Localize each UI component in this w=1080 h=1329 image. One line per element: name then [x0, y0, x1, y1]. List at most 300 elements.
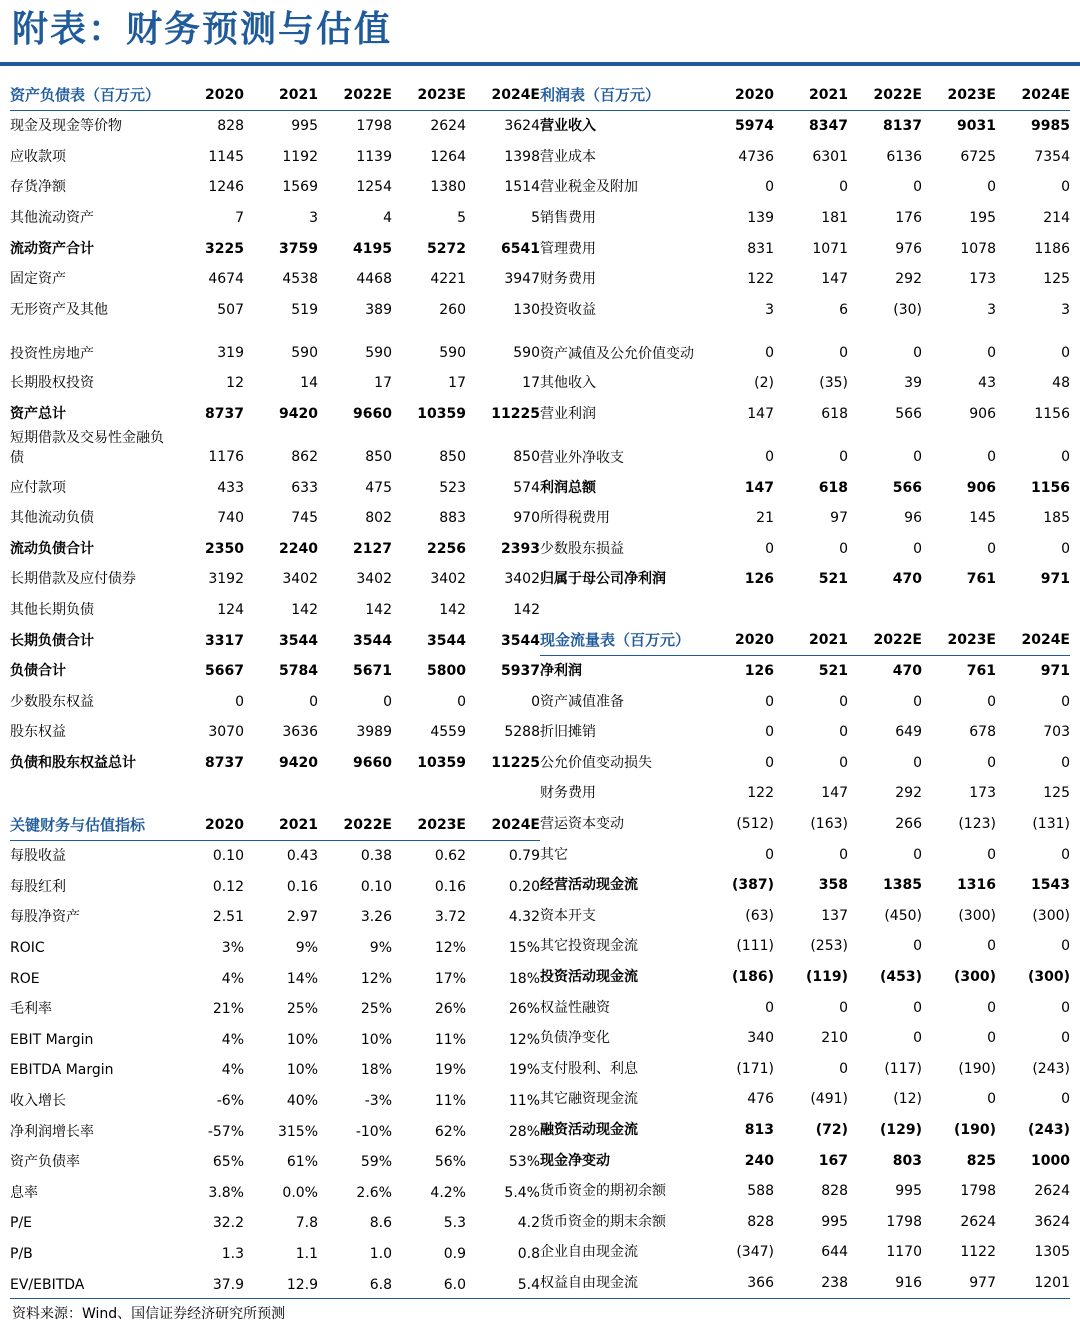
- year-header: 2021: [809, 87, 848, 103]
- table-row: [10, 503, 540, 534]
- row-value: 3624: [1034, 1213, 1070, 1230]
- row-value: 644: [821, 1244, 848, 1261]
- row-value: (111): [736, 938, 774, 955]
- row-value: 340: [747, 1030, 774, 1047]
- row-value: 1139: [356, 148, 392, 165]
- row-label: 资产负债率: [10, 1154, 80, 1171]
- row-value: 3.26: [360, 909, 392, 926]
- row-value: 5.3: [443, 1215, 466, 1232]
- row-value: 266: [895, 815, 922, 832]
- row-label: 货币资金的期末余额: [540, 1213, 666, 1230]
- row-value: 0.38: [360, 848, 392, 865]
- table-row: [10, 841, 540, 872]
- row-value: 590: [513, 345, 540, 362]
- row-value: 130: [513, 301, 540, 318]
- row-value: 476: [747, 1091, 774, 1108]
- row-value: (190): [958, 1060, 996, 1077]
- table-row: [540, 1237, 1070, 1268]
- row-value: 4538: [282, 271, 318, 288]
- row-value: 862: [291, 449, 318, 466]
- row-label: 资产总计: [10, 406, 66, 423]
- table-row: [540, 931, 1070, 962]
- row-value: 850: [365, 449, 392, 466]
- row-value: 21: [756, 510, 774, 527]
- row-value: 0: [913, 999, 922, 1016]
- row-value: 761: [966, 663, 996, 680]
- row-value: (453): [879, 968, 922, 985]
- row-value: 10%: [286, 1062, 318, 1079]
- row-value: 0.10: [360, 878, 392, 895]
- row-value: (243): [1032, 1060, 1070, 1077]
- year-header: 2023E: [947, 631, 996, 648]
- row-value: 17: [522, 375, 540, 392]
- row-value: 4: [383, 210, 392, 227]
- row-value: 0.16: [434, 878, 466, 895]
- row-value: 97: [830, 510, 848, 527]
- year-header: 2020: [205, 87, 244, 103]
- row-value: 0: [1061, 345, 1070, 362]
- row-value: 315%: [277, 1123, 318, 1140]
- row-label: 收入增长: [10, 1093, 66, 1110]
- row-value: 1176: [208, 449, 244, 466]
- row-label: 营业税金及附加: [540, 179, 638, 196]
- title-rule: [0, 62, 1080, 66]
- row-value: 519: [291, 301, 318, 318]
- row-value: 3544: [353, 632, 392, 649]
- row-value: 0: [987, 754, 996, 771]
- row-value: (450): [884, 907, 922, 924]
- row-label: 权益性融资: [540, 999, 610, 1016]
- row-value: 1192: [282, 148, 318, 165]
- row-value: 1170: [886, 1244, 922, 1261]
- row-label: 营业成本: [540, 148, 596, 165]
- row-value: 8347: [809, 118, 848, 135]
- row-value: 0: [1061, 1091, 1070, 1108]
- row-value: 0: [987, 999, 996, 1016]
- row-value: 21%: [212, 1001, 244, 1018]
- row-label: 长期借款及应付债券: [10, 571, 136, 588]
- row-label: 毛利率: [10, 1001, 52, 1018]
- row-value: 0.10: [212, 848, 244, 865]
- row-value: 1156: [1031, 479, 1070, 496]
- row-label: 现金及现金等价物: [10, 118, 122, 135]
- row-value: 9031: [957, 118, 996, 135]
- row-label: 其它投资现金流: [540, 938, 638, 955]
- row-label: 其他长期负债: [10, 602, 94, 619]
- row-value: 0: [765, 846, 774, 863]
- row-value: 122: [747, 271, 774, 288]
- table-row: [10, 368, 540, 399]
- row-value: 40%: [286, 1093, 318, 1110]
- table-title: 现金流量表（百万元）: [540, 630, 691, 649]
- row-value: 3225: [205, 240, 244, 257]
- row-value: 0: [987, 1091, 996, 1108]
- row-value: 0.0%: [282, 1184, 318, 1201]
- row-value: 9660: [353, 406, 392, 423]
- key-indicators-table: [10, 810, 540, 1300]
- table-row: [10, 994, 540, 1025]
- row-value: 590: [439, 345, 466, 362]
- table-row: [540, 839, 1070, 870]
- row-value: 5937: [501, 663, 540, 680]
- row-value: 0: [1061, 938, 1070, 955]
- row-label: 所得税费用: [540, 510, 610, 527]
- row-value: 147: [744, 479, 774, 496]
- row-value: 0: [765, 179, 774, 196]
- row-label: 财务费用: [540, 271, 596, 288]
- row-value: 813: [744, 1121, 774, 1138]
- row-value: 28%: [508, 1123, 540, 1140]
- row-value: 0: [987, 179, 996, 196]
- row-value: 0: [913, 179, 922, 196]
- row-value: 3.72: [434, 909, 466, 926]
- row-value: 366: [747, 1274, 774, 1291]
- row-value: 210: [821, 1030, 848, 1047]
- row-value: 0: [839, 999, 848, 1016]
- row-value: 176: [895, 210, 922, 227]
- row-value: 1398: [504, 148, 540, 165]
- row-value: 0: [839, 179, 848, 196]
- table-row: [540, 564, 1070, 595]
- row-value: 825: [966, 1152, 996, 1169]
- row-value: 17: [374, 375, 392, 392]
- right-tables: [540, 80, 1070, 1298]
- row-value: 142: [439, 602, 466, 619]
- row-value: 0: [1061, 754, 1070, 771]
- row-label: 负债合计: [10, 663, 66, 680]
- row-value: (190): [953, 1121, 996, 1138]
- row-value: 5288: [504, 724, 540, 741]
- row-label: EBITDA Margin: [10, 1062, 114, 1079]
- row-label: 资产减值准备: [540, 693, 624, 710]
- row-value: 0: [987, 938, 996, 955]
- table-row: [10, 656, 540, 687]
- row-value: 0: [383, 693, 392, 710]
- row-value: 5784: [279, 663, 318, 680]
- table-row: [10, 933, 540, 964]
- row-label: 每股净资产: [10, 909, 80, 926]
- row-value: 1000: [1031, 1152, 1070, 1169]
- row-value: 6: [839, 301, 848, 318]
- row-value: (63): [745, 907, 774, 924]
- row-value: 0: [839, 724, 848, 741]
- row-value: 0: [839, 754, 848, 771]
- row-value: 18%: [360, 1062, 392, 1079]
- row-value: 761: [966, 571, 996, 588]
- row-value: 3402: [356, 571, 392, 588]
- row-value: 0: [765, 999, 774, 1016]
- year-header: 2022E: [343, 87, 392, 103]
- row-value: 173: [969, 271, 996, 288]
- row-value: 1543: [1031, 877, 1070, 894]
- row-value: 828: [747, 1213, 774, 1230]
- row-value: -10%: [355, 1123, 392, 1140]
- row-label: 资本开支: [540, 907, 596, 924]
- table-row: [10, 1025, 540, 1056]
- row-value: (72): [815, 1121, 848, 1138]
- row-label: ROE: [10, 970, 40, 987]
- row-value: 3.8%: [208, 1184, 244, 1201]
- year-header: 2022E: [873, 631, 922, 648]
- row-value: 9420: [279, 406, 318, 423]
- row-value: 7: [235, 210, 244, 227]
- row-value: 147: [821, 271, 848, 288]
- row-value: 0: [913, 449, 922, 466]
- row-value: 5800: [427, 663, 466, 680]
- row-value: 618: [821, 406, 848, 423]
- table-row: [10, 717, 540, 748]
- row-value: 0: [531, 693, 540, 710]
- row-value: 3070: [208, 724, 244, 741]
- row-label: 归属于母公司净利润: [540, 571, 666, 588]
- table-row: [540, 142, 1070, 173]
- row-value: 0: [987, 345, 996, 362]
- row-value: 3636: [282, 724, 318, 741]
- row-value: 17: [448, 375, 466, 392]
- row-label: 管理费用: [540, 240, 596, 257]
- row-value: 3317: [205, 632, 244, 649]
- row-value: 0: [913, 938, 922, 955]
- row-value: 185: [1043, 510, 1070, 527]
- row-value: 0.9: [443, 1246, 466, 1263]
- row-value: 977: [969, 1274, 996, 1291]
- row-value: 147: [821, 785, 848, 802]
- table-row: [10, 295, 540, 326]
- row-value: 828: [821, 1183, 848, 1200]
- row-value: 389: [365, 301, 392, 318]
- row-value: 0: [765, 693, 774, 710]
- row-value: 4221: [430, 271, 466, 288]
- table-row: [540, 1176, 1070, 1207]
- table-title: 利润表（百万元）: [540, 86, 661, 104]
- row-value: 1201: [1034, 1274, 1070, 1291]
- row-value: 0: [309, 693, 318, 710]
- row-value: 0: [987, 1030, 996, 1047]
- row-value: 125: [1043, 785, 1070, 802]
- row-label: 长期股权投资: [10, 375, 94, 392]
- row-value: 0: [913, 345, 922, 362]
- row-value: 1.3: [221, 1246, 244, 1263]
- row-label: 少数股东损益: [540, 540, 624, 557]
- year-header: 2021: [809, 631, 848, 648]
- table-row: [10, 1147, 540, 1178]
- row-value: 0: [839, 693, 848, 710]
- row-value: 25%: [286, 1001, 318, 1018]
- table-row: [540, 809, 1070, 840]
- row-label: 权益自由现金流: [540, 1274, 638, 1291]
- row-value: 0: [765, 754, 774, 771]
- table-row: [540, 325, 1070, 368]
- row-value: 6541: [501, 240, 540, 257]
- row-value: 916: [895, 1274, 922, 1291]
- row-value: 7354: [1034, 148, 1070, 165]
- row-value: 1156: [1034, 406, 1070, 423]
- row-value: (243): [1027, 1121, 1070, 1138]
- table-row: [540, 472, 1070, 503]
- row-value: 11%: [508, 1093, 540, 1110]
- row-value: 12.9: [286, 1276, 318, 1293]
- table-row: [10, 564, 540, 595]
- table-row: [540, 1145, 1070, 1176]
- cash-flow-table: [540, 625, 1070, 1298]
- row-value: (129): [879, 1121, 922, 1138]
- row-value: 2240: [279, 540, 318, 557]
- table-title: 关键财务与估值指标: [10, 816, 146, 834]
- row-label: 流动资产合计: [10, 240, 94, 257]
- row-value: 8737: [205, 406, 244, 423]
- table-row: [10, 1269, 540, 1300]
- row-label: 其它融资现金流: [540, 1091, 638, 1108]
- page-title: 附表：财务预测与估值: [12, 9, 393, 50]
- table-row: [10, 1178, 540, 1209]
- row-value: 19%: [508, 1062, 540, 1079]
- row-value: 850: [513, 449, 540, 466]
- row-value: 43: [978, 375, 996, 392]
- row-value: (347): [736, 1244, 774, 1261]
- table-header: [10, 80, 540, 111]
- row-value: 0: [839, 1060, 848, 1077]
- row-value: 6301: [812, 148, 848, 165]
- row-value: 4.32: [508, 909, 540, 926]
- row-label: 营业外净收支: [540, 450, 624, 467]
- row-value: 65%: [212, 1154, 244, 1171]
- row-label: 长期负债合计: [10, 632, 94, 649]
- row-value: 5: [457, 210, 466, 227]
- row-label: 其他收入: [540, 375, 596, 392]
- row-value: 1316: [957, 877, 996, 894]
- row-value: 4%: [221, 1031, 244, 1048]
- row-value: (186): [731, 968, 774, 985]
- table-row: [540, 748, 1070, 779]
- table-row: [540, 1206, 1070, 1237]
- row-value: 56%: [434, 1154, 466, 1171]
- row-label: 净利润: [540, 663, 582, 680]
- row-value: 6136: [886, 148, 922, 165]
- row-label: EBIT Margin: [10, 1031, 94, 1048]
- row-value: 9985: [1031, 118, 1070, 135]
- row-value: (300): [958, 907, 996, 924]
- row-value: 32.2: [212, 1215, 244, 1232]
- row-value: (253): [810, 938, 848, 955]
- table-row: [10, 1055, 540, 1086]
- row-label: 每股收益: [10, 848, 66, 865]
- row-value: 5.4: [517, 1276, 540, 1293]
- row-value: 9660: [353, 754, 392, 771]
- row-value: 8737: [205, 754, 244, 771]
- row-value: 703: [1043, 724, 1070, 741]
- row-value: (171): [736, 1060, 774, 1077]
- row-value: 12%: [434, 940, 466, 957]
- row-value: 1514: [504, 179, 540, 196]
- table-row: [540, 1053, 1070, 1084]
- row-value: 0.79: [508, 848, 540, 865]
- row-value: 14: [300, 375, 318, 392]
- row-value: -57%: [207, 1123, 244, 1140]
- year-header: 2024E: [491, 817, 540, 833]
- row-label: 销售费用: [540, 210, 596, 227]
- row-value: 3989: [356, 724, 392, 741]
- table-row: [540, 1268, 1070, 1299]
- row-value: 0: [457, 693, 466, 710]
- row-value: 0.62: [434, 848, 466, 865]
- row-value: 0: [913, 1030, 922, 1047]
- row-value: 2.51: [212, 909, 244, 926]
- row-value: 4559: [430, 724, 466, 741]
- row-label: 货币资金的期初余额: [540, 1183, 666, 1200]
- table-row: [10, 203, 540, 234]
- row-value: 4.2%: [430, 1184, 466, 1201]
- row-value: 588: [747, 1183, 774, 1200]
- row-value: 6.8: [369, 1276, 392, 1293]
- row-value: 521: [818, 571, 848, 588]
- row-label: 企业自由现金流: [540, 1244, 638, 1261]
- row-label: 应收款项: [10, 148, 66, 165]
- row-value: (123): [958, 815, 996, 832]
- row-value: 0: [839, 540, 848, 557]
- table-row: [10, 325, 540, 368]
- table-row: [10, 748, 540, 779]
- table-row: [540, 1023, 1070, 1054]
- table-row: [540, 429, 1070, 472]
- row-value: (300): [1032, 907, 1070, 924]
- row-value: 3759: [279, 240, 318, 257]
- table-row: [540, 534, 1070, 565]
- row-value: 0: [913, 754, 922, 771]
- table-row: [10, 872, 540, 903]
- table-row: [10, 472, 540, 503]
- row-value: 12: [226, 375, 244, 392]
- row-value: 0.8: [517, 1246, 540, 1263]
- table-row: [540, 368, 1070, 399]
- table-title: 资产负债表（百万元）: [10, 86, 161, 104]
- row-value: 633: [291, 479, 318, 496]
- row-value: 5272: [427, 240, 466, 257]
- row-value: 0.43: [286, 848, 318, 865]
- year-header: 2022E: [343, 817, 392, 833]
- row-value: 7.8: [295, 1215, 318, 1232]
- row-value: 1.1: [295, 1246, 318, 1263]
- row-value: 0: [1061, 846, 1070, 863]
- year-header: 2024E: [1021, 87, 1070, 103]
- row-value: 475: [365, 479, 392, 496]
- row-label: EV/EBITDA: [10, 1276, 85, 1293]
- row-value: 3402: [282, 571, 318, 588]
- table-row: [10, 429, 540, 472]
- row-value: 507: [217, 301, 244, 318]
- row-value: 238: [821, 1274, 848, 1291]
- row-value: 173: [969, 785, 996, 802]
- row-value: 0: [987, 846, 996, 863]
- row-value: 2256: [427, 540, 466, 557]
- row-value: 831: [747, 240, 774, 257]
- table-row: [540, 399, 1070, 430]
- row-value: 126: [744, 663, 774, 680]
- row-value: (300): [953, 968, 996, 985]
- row-label: P/B: [10, 1246, 33, 1263]
- table-row: [10, 625, 540, 656]
- row-value: 9%: [369, 940, 392, 957]
- row-label: 息率: [10, 1184, 38, 1201]
- row-value: 142: [291, 602, 318, 619]
- row-value: 2624: [430, 118, 466, 135]
- row-label: 短期借款及交易性金融负债: [10, 430, 164, 467]
- row-value: (131): [1032, 815, 1070, 832]
- row-value: 1569: [282, 179, 318, 196]
- row-value: (30): [893, 301, 922, 318]
- row-label: 流动负债合计: [10, 540, 94, 557]
- row-label: 营业利润: [540, 406, 596, 423]
- row-value: (300): [1027, 968, 1070, 985]
